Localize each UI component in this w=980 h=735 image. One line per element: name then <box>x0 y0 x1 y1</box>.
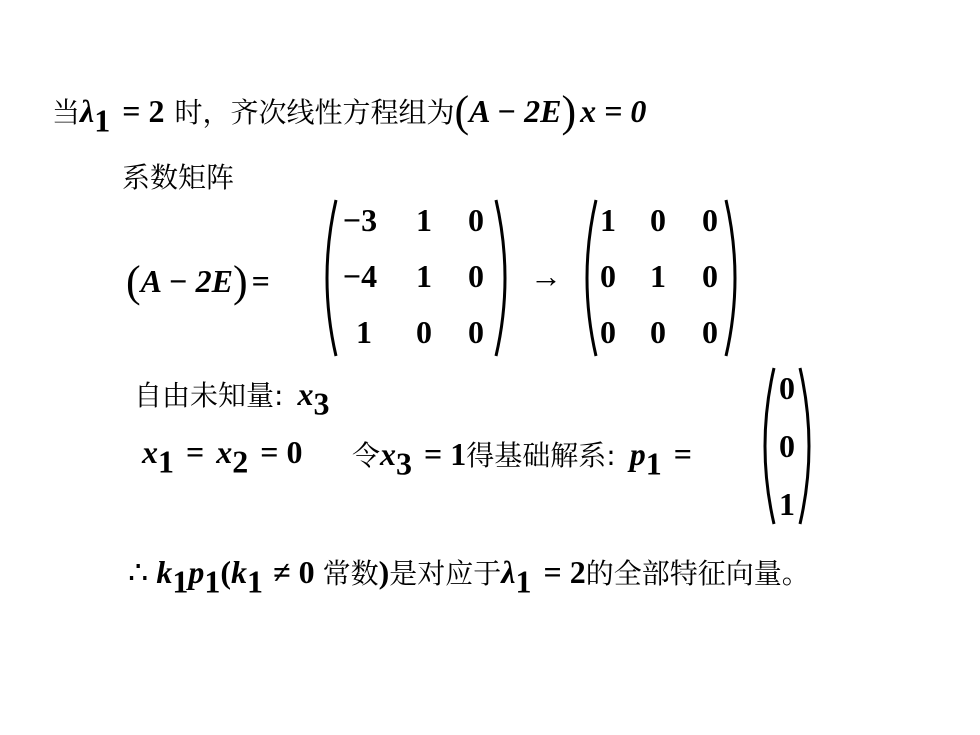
matrix-b-cell: 0 <box>702 258 718 294</box>
matrix-a-cell: −3 <box>342 202 378 238</box>
vector-cell: 1 <box>779 486 795 522</box>
prefix-text: 当 <box>52 96 81 129</box>
x1-sub: 1 <box>158 443 174 480</box>
system-text: 时，齐次线性方程组为 <box>174 96 455 129</box>
matrix-b-cell: 0 <box>600 258 616 294</box>
k2: k <box>231 554 248 590</box>
lambda2-sub: 1 <box>515 563 532 600</box>
matrix-a-cell: 0 <box>468 202 484 238</box>
lhs-equals: = <box>251 263 270 299</box>
equals-two: = 2 <box>122 93 165 129</box>
p-sub: 1 <box>204 563 221 600</box>
solution-eq2: = 0 <box>260 434 303 470</box>
k2-sub: 1 <box>247 563 264 600</box>
lhs-close-paren: ) <box>232 257 248 306</box>
arrow: → <box>530 258 562 294</box>
matrix-b-cell: 0 <box>702 314 718 350</box>
open-paren-small: ( <box>220 554 232 590</box>
basis-label: 得基础解系: <box>466 439 616 472</box>
p1: p <box>629 436 646 472</box>
let-var: x <box>380 436 397 472</box>
lhs-open-paren: ( <box>126 257 141 306</box>
matrix-a-cell: 0 <box>468 314 484 350</box>
matrix-b-cell: 1 <box>650 258 666 294</box>
matrix-a-cell: 1 <box>416 258 432 294</box>
x1: x <box>142 434 158 470</box>
matrix-b-cell: 1 <box>600 202 616 238</box>
let-line <box>352 434 692 482</box>
let-var-sub: 3 <box>396 445 413 482</box>
k: k <box>156 554 173 590</box>
free-variable-line <box>134 374 330 422</box>
open-paren: ( <box>454 87 470 136</box>
eigenvector-text: 的全部特征向量。 <box>585 557 810 590</box>
x2: x <box>216 434 233 470</box>
matrix-b-cell: 0 <box>702 202 718 238</box>
lambda-symbol: λ <box>80 93 95 129</box>
line-1 <box>52 82 647 139</box>
lhs-expression <box>126 252 270 306</box>
equals-two-2: = 2 <box>543 554 586 590</box>
matrix-a-cell: −4 <box>342 258 378 294</box>
neq-zero: ≠ 0 <box>273 554 315 590</box>
x2-sub: 2 <box>232 443 249 480</box>
matrix-a-cell: 1 <box>416 202 432 238</box>
matrix-b-cell: 0 <box>600 314 616 350</box>
close-paren-small: ) <box>378 554 390 590</box>
therefore-symbol: ∴ <box>128 554 149 590</box>
matrix-a-cell: 0 <box>468 258 484 294</box>
close-paren: ) <box>561 87 577 136</box>
p1-sub: 1 <box>645 445 662 482</box>
expr-inner: A − 2E <box>469 93 562 129</box>
p1-eq: = <box>673 436 692 472</box>
matrix-a-left-paren <box>316 198 340 358</box>
coef-label: 系数矩阵 <box>122 161 235 194</box>
free-var: x <box>297 376 314 412</box>
vector-cell: 0 <box>779 370 795 406</box>
lhs-inner: A − 2E <box>140 263 233 299</box>
corresponding-text: 是对应于 <box>389 557 502 590</box>
lambda-subscript: 1 <box>94 102 111 139</box>
solution-line <box>142 434 303 480</box>
solution-eq1: = <box>186 434 205 470</box>
p: p <box>188 554 205 590</box>
matrix-a-cell: 0 <box>416 314 432 350</box>
matrix-b-cell: 0 <box>650 314 666 350</box>
matrix-b-cell: 0 <box>650 202 666 238</box>
expr-tail: x = 0 <box>580 93 647 129</box>
matrix-a-cell: 1 <box>356 314 372 350</box>
let-prefix: 令 <box>352 439 381 472</box>
constant-text: 常数 <box>322 557 379 590</box>
vector-cell: 0 <box>779 428 795 464</box>
let-eq: = 1 <box>424 436 467 472</box>
free-var-sub: 3 <box>313 385 330 422</box>
conclusion-line <box>128 552 810 600</box>
free-var-label: 自由未知量: <box>134 379 284 412</box>
lambda2-symbol: λ <box>501 554 516 590</box>
k-sub: 1 <box>172 563 189 600</box>
